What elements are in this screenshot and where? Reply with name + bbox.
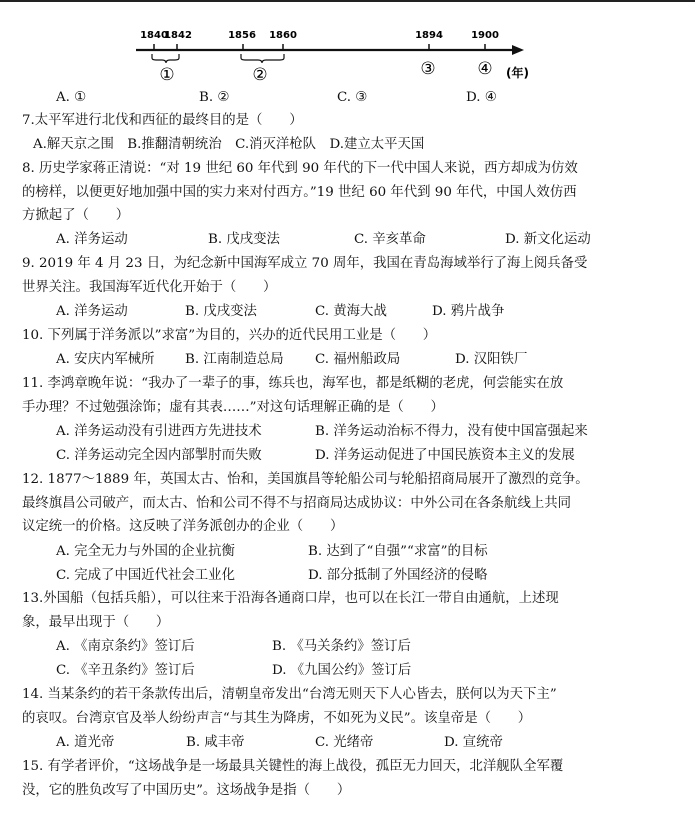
q7-options[interactable]: A.解天京之围 B.推翻清朝统治 C.消灭洋枪队 D.建立太平天国 (33, 137, 425, 152)
option-d[interactable]: D. 新文化运动 (505, 232, 591, 247)
option-b[interactable]: B. 戊戌变法 (208, 232, 280, 247)
tick-label: 1894 (415, 30, 443, 41)
bracket-2 (241, 54, 284, 63)
option-a[interactable]: A. 洋务运动没有引进西方先进技术 (56, 424, 262, 439)
option-c[interactable]: C. 《辛丑条约》签订后 (56, 663, 195, 678)
q13-line-1: 13.外国船（包括兵船），可以往来于沿海各通商口岸，也可以在长江一带自由通航，上述现 (22, 591, 559, 606)
option-d[interactable]: D. 洋务运动促进了中国民族资本主义的发展 (315, 448, 575, 463)
option-a[interactable]: A. 《南京条约》签订后 (56, 639, 195, 654)
q10-stem: 10. 下列属于洋务派以”求富”为目的，兴办的近代民用工业是（ ） (22, 328, 437, 343)
option-a[interactable]: A. 洋务运动 (56, 232, 128, 247)
q15-line-2: 没，它的胜负改写了中国历史”。这场战争是指（ ） (22, 783, 351, 798)
q14-line-1: 14. 当某条约的若干条款传出后，清朝皇帝发出“台湾无则天下人心皆去，朕何以为天下主” (22, 687, 557, 702)
option-c[interactable]: C. ③ (337, 90, 368, 105)
option-b[interactable]: B. 《马关条约》签订后 (272, 639, 411, 654)
option-c[interactable]: C. 洋务运动完全因内部掣肘而失败 (56, 448, 262, 463)
option-c[interactable]: C. 福州船政局 (315, 352, 401, 367)
option-a[interactable]: A. ① (56, 90, 87, 105)
tick-label: 1856 (228, 30, 256, 41)
option-d[interactable]: D. 部分抵制了外国经济的侵略 (308, 568, 488, 583)
option-d[interactable]: D. 汉阳铁厂 (455, 352, 528, 367)
q9-line-2: 世界关注。我国海军近代化开始于（ ） (22, 280, 277, 295)
q7-stem: 7.太平军进行北伐和西征的最终目的是（ ） (22, 113, 303, 128)
tick-label: 1860 (269, 30, 297, 41)
tick-label: 1840 (140, 30, 168, 41)
option-b[interactable]: B. 洋务运动治标不得力，没有使中国富强起来 (315, 424, 588, 439)
option-c[interactable]: C. 完成了中国近代社会工业化 (56, 568, 235, 583)
bracket-1 (152, 54, 179, 63)
q14-line-2: 的哀叹。台湾京官及举人纷纷声言“与其生为降虏，不如死为义民”。该皇帝是（ ） (22, 711, 532, 726)
q9-line-1: 9. 2019 年 4 月 23 日，为纪念新中国海军成立 70 周年，我国在青岛海域举行了海上阅兵备受 (22, 256, 588, 271)
timeline-arrow (512, 45, 524, 55)
option-d[interactable]: D. ④ (466, 90, 497, 105)
option-a[interactable]: A. 完全无力与外国的企业抗衡 (56, 544, 235, 559)
timeline-diagram (0, 0, 695, 90)
mark-2: ② (252, 65, 268, 85)
option-a[interactable]: A. 安庆内军械所 (56, 352, 155, 367)
timeline-unit: (年) (506, 66, 529, 80)
tick-label: 1842 (164, 30, 192, 41)
option-c[interactable]: C. 辛亥革命 (354, 232, 426, 247)
option-d[interactable]: D. 鸦片战争 (432, 304, 505, 319)
q11-line-2: 手办理？不过勉强涂饰；虚有其表……”对这句话理解正确的是（ ） (22, 400, 444, 415)
option-b[interactable]: B. 江南制造总局 (185, 352, 284, 367)
q12-line-1: 12. 1877～1889 年，英国太古、怡和，美国旗昌等轮船公司与轮船招商局展开了激烈的竞争。 (22, 472, 589, 487)
option-c[interactable]: C. 光绪帝 (315, 735, 374, 750)
q8-line-1: 8. 历史学家蒋正清说：“对 19 世纪 60 年代到 90 年代的下一代中国人来说，西方却成为仿效 (22, 161, 578, 176)
option-c[interactable]: C. 黄海大战 (315, 304, 387, 319)
option-b[interactable]: B. 咸丰帝 (186, 735, 245, 750)
q8-line-2: 的榜样，以便更好地加强中国的实力来对付西方。”19 世纪 60 年代到 90 年代，中国人效仿西 (22, 185, 577, 200)
option-b[interactable]: B. ② (199, 90, 230, 105)
q8-line-3: 方掀起了（ ） (22, 208, 130, 223)
option-d[interactable]: D. 《九国公约》签订后 (272, 663, 412, 678)
q11-line-1: 11. 李鸿章晚年说：“我办了一辈子的事，练兵也，海军也，都是纸糊的老虎，何尝能实在放 (22, 376, 564, 391)
mark-1: ① (159, 65, 175, 85)
tick-label: 1900 (471, 30, 499, 41)
option-a[interactable]: A. 道光帝 (56, 735, 115, 750)
q12-line-3: 议定统一的价格。这反映了洋务派创办的企业（ ） (22, 519, 344, 534)
option-b[interactable]: B. 戊戌变法 (185, 304, 257, 319)
q13-line-2: 象，最早出现于（ ） (22, 615, 170, 630)
q12-line-2: 最终旗昌公司破产，而太古、怡和公司不得不与招商局达成协议：中外公司在各条航线上共同 (22, 496, 572, 511)
option-a[interactable]: A. 洋务运动 (56, 304, 128, 319)
mark-3: ③ (420, 59, 436, 79)
mark-4: ④ (477, 59, 493, 79)
option-b[interactable]: B. 达到了“自强”“求富”的目标 (308, 544, 488, 559)
option-d[interactable]: D. 宣统帝 (444, 735, 503, 750)
q15-line-1: 15. 有学者评价，“这场战争是一场最具关键性的海上战役，孤臣无力回天，北洋舰队全军覆 (22, 759, 564, 774)
